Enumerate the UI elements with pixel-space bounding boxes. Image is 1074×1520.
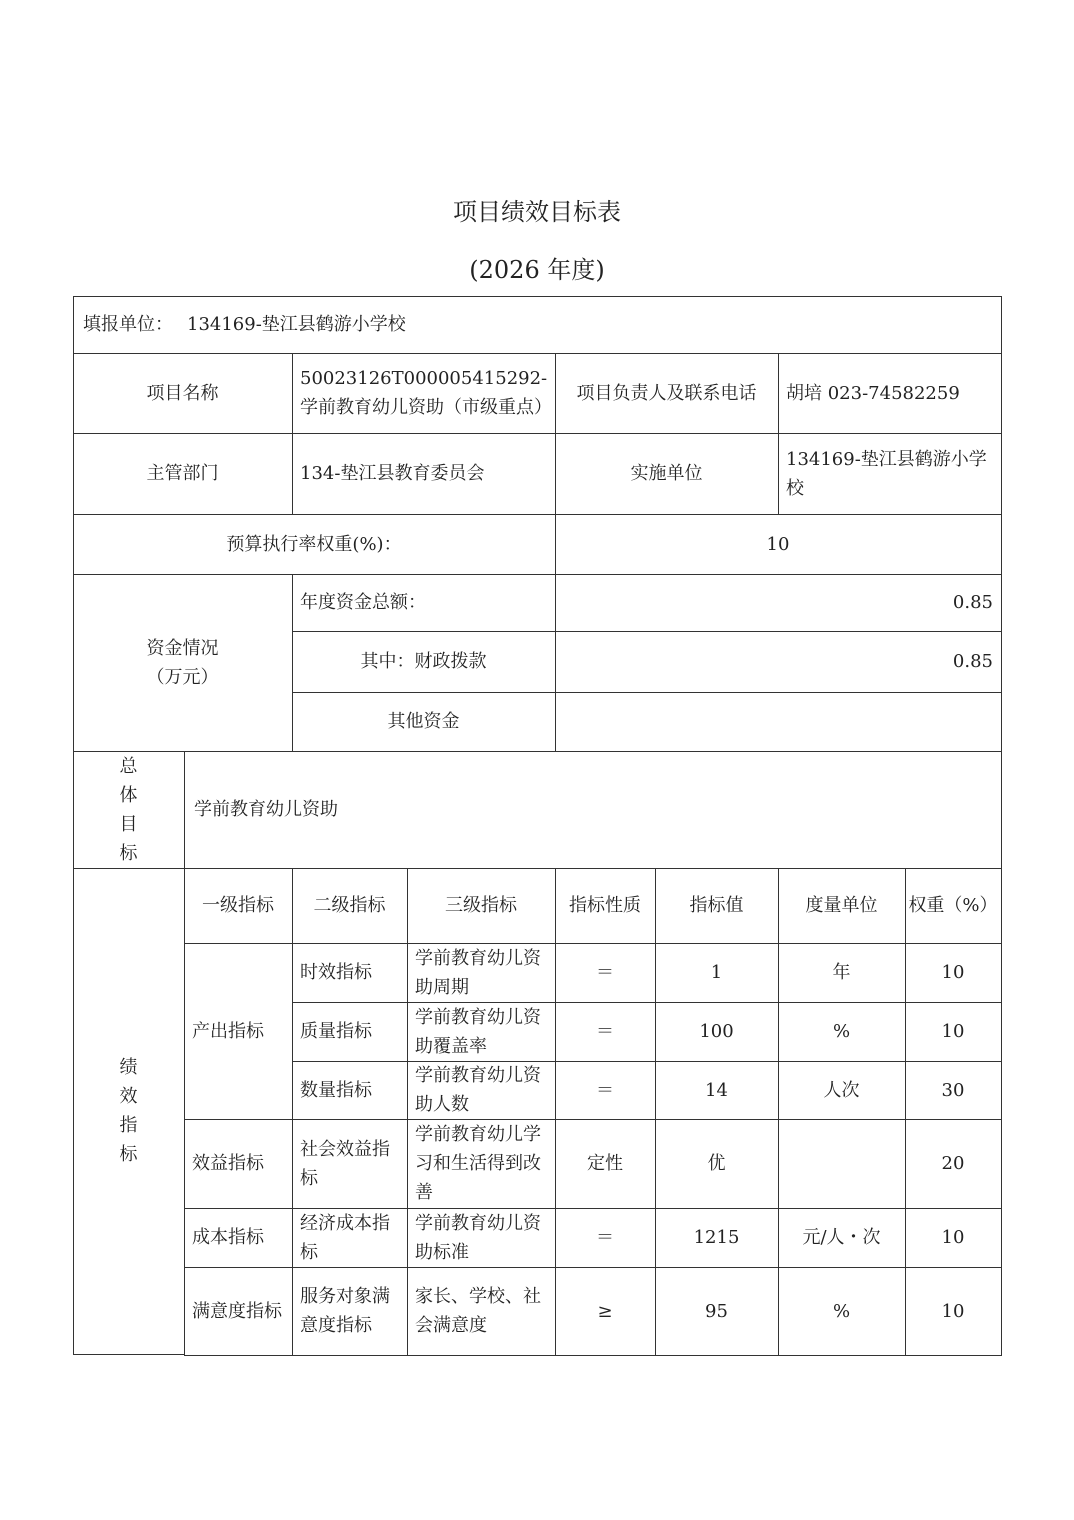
indicator-value: 1215 bbox=[655, 1208, 779, 1268]
indicator-level2: 服务对象满意度指标 bbox=[292, 1267, 408, 1356]
project-contact-label: 项目负责人及联系电话 bbox=[555, 353, 779, 434]
indicator-level3: 学前教育幼儿学习和生活得到改善 bbox=[407, 1119, 556, 1209]
overall-goal-value: 学前教育幼儿资助 bbox=[184, 751, 1002, 869]
level1-indicator: 满意度指标 bbox=[184, 1267, 293, 1356]
indicator-unit: 年 bbox=[778, 943, 906, 1003]
level1-indicator: 成本指标 bbox=[184, 1208, 293, 1268]
indicator-nature: ≥ bbox=[555, 1267, 656, 1356]
indicator-level3: 学前教育幼儿资助周期 bbox=[407, 943, 556, 1003]
indicator-weight: 20 bbox=[905, 1119, 1002, 1209]
indicator-unit bbox=[778, 1119, 906, 1209]
level1-indicator: 产出指标 bbox=[184, 943, 293, 1120]
indicator-value: 100 bbox=[655, 1002, 779, 1062]
page-subtitle: (2026 年度) bbox=[469, 256, 605, 284]
indicator-nature: ＝ bbox=[555, 1208, 656, 1268]
funds-other-value bbox=[555, 692, 1002, 752]
funds-fiscal-label: 其中：财政拨款 bbox=[292, 631, 556, 693]
header-level1: 一级指标 bbox=[184, 868, 293, 944]
header-level3: 三级指标 bbox=[407, 868, 556, 944]
indicator-unit: % bbox=[778, 1267, 906, 1356]
overall-goal-char: 目 bbox=[119, 813, 138, 835]
indicator-level2: 质量指标 bbox=[292, 1002, 408, 1062]
impl-label: 实施单位 bbox=[555, 433, 779, 515]
indicator-level2: 时效指标 bbox=[292, 943, 408, 1003]
budget-rate-label: 预算执行率权重(%)： bbox=[73, 514, 556, 575]
header-level2: 二级指标 bbox=[292, 868, 408, 944]
indicator-unit: 人次 bbox=[778, 1061, 906, 1120]
project-name-label: 项目名称 bbox=[73, 353, 293, 434]
header-weight: 权重（%） bbox=[905, 868, 1002, 944]
funds-total-label: 年度资金总额： bbox=[292, 574, 556, 632]
indicator-value: 优 bbox=[655, 1119, 779, 1209]
performance-char: 指 bbox=[119, 1115, 138, 1136]
budget-rate-value: 10 bbox=[555, 514, 1002, 575]
performance-label bbox=[73, 868, 185, 1355]
indicator-value: 14 bbox=[655, 1061, 779, 1120]
overall-goal-char: 体 bbox=[119, 784, 138, 806]
indicator-nature: ＝ bbox=[555, 943, 656, 1003]
page-title: 项目绩效目标表 bbox=[453, 198, 621, 226]
indicator-value: 95 bbox=[655, 1267, 779, 1356]
header-unit: 度量单位 bbox=[778, 868, 906, 944]
indicator-weight: 10 bbox=[905, 1002, 1002, 1062]
level1-indicator: 效益指标 bbox=[184, 1119, 293, 1209]
overall-goal-char: 总 bbox=[119, 755, 138, 777]
performance-char: 效 bbox=[119, 1086, 138, 1107]
reporting-unit-label: 填报单位： bbox=[83, 314, 173, 335]
indicator-level2: 社会效益指标 bbox=[292, 1119, 408, 1209]
funds-label-line1: 资金情况 bbox=[146, 637, 219, 659]
funds-total-value: 0.85 bbox=[555, 574, 1002, 632]
indicator-weight: 10 bbox=[905, 943, 1002, 1003]
indicator-weight: 30 bbox=[905, 1061, 1002, 1120]
funds-label-line2: （万元） bbox=[146, 666, 219, 688]
header-nature: 指标性质 bbox=[555, 868, 656, 944]
overall-goal-label bbox=[73, 751, 185, 869]
funds-label bbox=[73, 574, 293, 752]
performance-char: 绩 bbox=[119, 1057, 138, 1078]
indicator-weight: 10 bbox=[905, 1267, 1002, 1356]
impl-value: 134169-垫江县鹤游小学校 bbox=[778, 433, 1002, 515]
indicator-nature: ＝ bbox=[555, 1002, 656, 1062]
dept-label: 主管部门 bbox=[73, 433, 293, 515]
header-value: 指标值 bbox=[655, 868, 779, 944]
dept-value: 134-垫江县教育委员会 bbox=[292, 433, 556, 515]
overall-goal-char: 标 bbox=[119, 842, 138, 864]
indicator-unit: % bbox=[778, 1002, 906, 1062]
funds-other-label: 其他资金 bbox=[292, 692, 556, 752]
reporting-unit-row bbox=[73, 296, 1002, 354]
funds-fiscal-value: 0.85 bbox=[555, 631, 1002, 693]
indicator-level3: 家长、学校、社会满意度 bbox=[407, 1267, 556, 1356]
indicator-level2: 数量指标 bbox=[292, 1061, 408, 1120]
indicator-nature: 定性 bbox=[555, 1119, 656, 1209]
indicator-level2: 经济成本指标 bbox=[292, 1208, 408, 1268]
performance-char: 标 bbox=[119, 1144, 138, 1165]
project-name-value: 50023126T000005415292-学前教育幼儿资助（市级重点） bbox=[292, 353, 556, 434]
reporting-unit-value: 134169-垫江县鹤游小学校 bbox=[187, 314, 406, 335]
project-contact-value: 胡培 023-74582259 bbox=[778, 353, 1002, 434]
indicator-level3: 学前教育幼儿资助标准 bbox=[407, 1208, 556, 1268]
indicator-unit: 元/人・次 bbox=[778, 1208, 906, 1268]
indicator-level3: 学前教育幼儿资助人数 bbox=[407, 1061, 556, 1120]
indicator-level3: 学前教育幼儿资助覆盖率 bbox=[407, 1002, 556, 1062]
indicator-weight: 10 bbox=[905, 1208, 1002, 1268]
indicator-nature: ＝ bbox=[555, 1061, 656, 1120]
indicator-value: 1 bbox=[655, 943, 779, 1003]
